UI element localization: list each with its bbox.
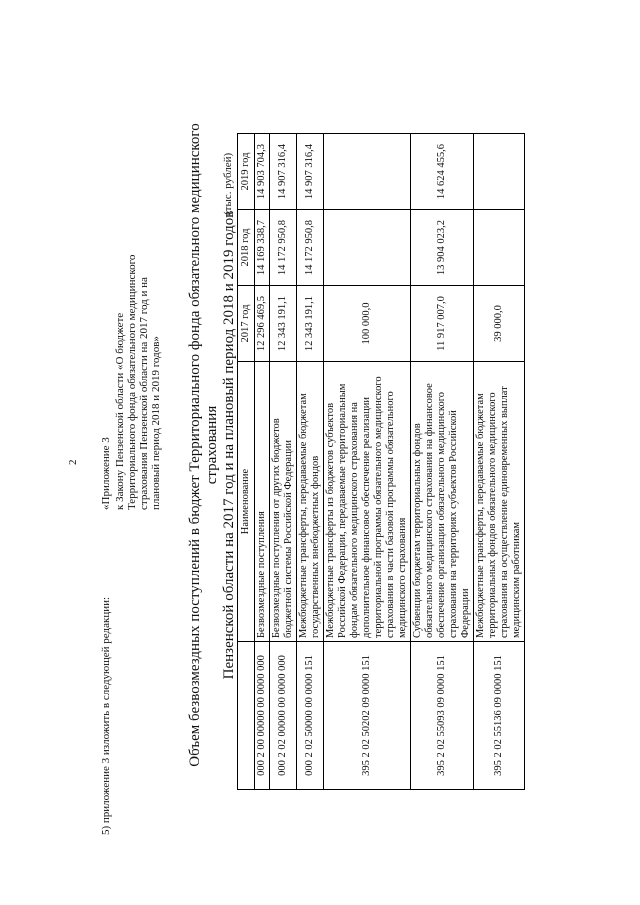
- header-name: Наименование: [238, 362, 255, 642]
- row-2017: 12 343 191,1: [297, 286, 324, 362]
- row-2017: 11 917 007,0: [411, 286, 474, 362]
- row-code: 395 2 02 55093 09 0000 151: [411, 642, 474, 790]
- row-2018: 13 904 023,2: [411, 210, 474, 286]
- appendix-line: страхования Пензенской области на 2017 год и на: [138, 277, 150, 510]
- row-code: 000 2 02 50000 00 0000 151: [297, 642, 324, 790]
- units-label: (тыс. рублей): [222, 152, 234, 215]
- appendix-reference: [100, 150, 162, 510]
- row-code: 000 2 02 00000 00 0000 000: [270, 642, 297, 790]
- row-2017: 39 000,0: [474, 286, 525, 362]
- row-2018: 14 172 950,8: [297, 210, 324, 286]
- row-code: 395 2 02 55136 09 0000 151: [474, 642, 525, 790]
- table-header-row: [238, 134, 255, 790]
- revenue-table: [237, 133, 525, 790]
- header-2019: 2019 год: [238, 134, 255, 210]
- row-2019: 14 907 316,4: [297, 134, 324, 210]
- appendix-title: «Приложение 3: [100, 437, 112, 510]
- table-row: [411, 134, 474, 790]
- row-name: Безвозмездные поступления: [255, 362, 270, 642]
- row-code: 000 2 00 00000 00 0000 000: [255, 642, 270, 790]
- appendix-line: Территориального фонда обязательного медицинского: [126, 254, 138, 510]
- row-name: Безвозмездные поступления от других бюджетов бюджетной системы Российской Федерации: [270, 362, 297, 642]
- header-2017: 2017 год: [238, 286, 255, 362]
- row-2019: [474, 134, 525, 210]
- row-2019: [324, 134, 411, 210]
- row-2018: [324, 210, 411, 286]
- row-2018: 14 172 950,8: [270, 210, 297, 286]
- table-row: [474, 134, 525, 790]
- row-2019: 14 907 316,4: [270, 134, 297, 210]
- appendix-line: к Закону Пензенской области «О бюджете: [114, 312, 126, 510]
- row-2018: [474, 210, 525, 286]
- row-2019: 14 903 704,3: [255, 134, 270, 210]
- header-code: [238, 642, 255, 790]
- table-row: [297, 134, 324, 790]
- row-name: Межбюджетные трансферты, передаваемые бюджетам территориальных фондов обязательного медицинского страхования на осуществление единовременных выплат медицинским работникам: [474, 362, 525, 642]
- document-title-line: Объем безвозмездных поступлений в бюджет Территориального фонда обязательного медицинского страхования: [187, 123, 220, 767]
- row-2018: 14 169 338,7: [255, 210, 270, 286]
- row-code: 395 2 02 50202 09 0000 151: [324, 642, 411, 790]
- appendix-line: плановый период 2018 и 2019 годов»: [150, 336, 162, 510]
- row-2017: 100 000,0: [324, 286, 411, 362]
- row-2019: 14 624 455,6: [411, 134, 474, 210]
- document-title-line: Пензенской области на 2017 год и на плановый период 2018 и 2019 годов: [221, 210, 237, 680]
- table-row: [255, 134, 270, 790]
- row-2017: 12 343 191,1: [270, 286, 297, 362]
- row-name: Субвенции бюджетам территориальных фондов обязательного медицинского страхования на финансовое обеспечение организации обязательного медицинского страхования на территориях субъектов Российской Федерации: [411, 362, 474, 642]
- row-2017: 12 296 469,5: [255, 286, 270, 362]
- header-2018: 2018 год: [238, 210, 255, 286]
- page-number: 2: [67, 459, 79, 465]
- row-name: Межбюджетные трансферты, передаваемые бюджетам государственных внебюджетных фондов: [297, 362, 324, 642]
- intro-text: 5) приложение 3 изложить в следующей редакции:: [100, 596, 112, 835]
- row-name: Межбюджетные трансферты из бюджетов субъектов Российской Федерации, передаваемые территориальным фондам обязательного медицинского страхования на дополнительное финансовое обеспечение реализации территориальной программы обязательного медицинского страхования в части базовой программы обязательного медицинского страхования: [324, 362, 411, 642]
- table-row: [324, 134, 411, 790]
- table-row: [270, 134, 297, 790]
